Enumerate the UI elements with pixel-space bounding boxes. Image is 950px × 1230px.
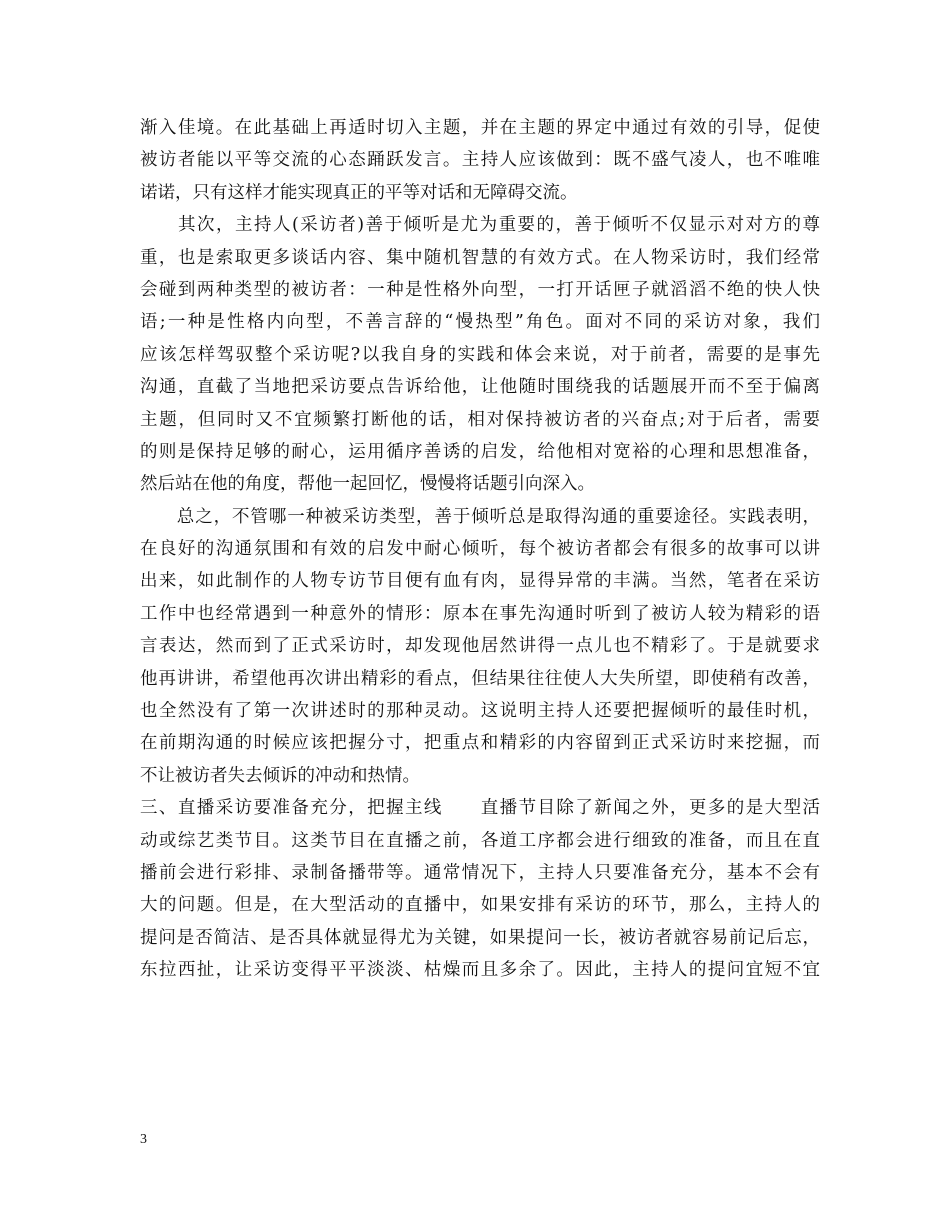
text-line: 其次，主持人(采访者)善于倾听是尤为重要的，善于倾听不仅显示对对方的尊	[140, 215, 820, 236]
text-line: 也全然没有了第一次讲述时的那种灵动。这说明主持人还要把握倾听的最佳时机，	[140, 701, 820, 722]
text-line: 主题，但同时又不宜频繁打断他的话，相对保持被访者的兴奋点;对于后者，需要	[140, 409, 820, 430]
body-text	[140, 112, 820, 987]
text-line: 播前会进行彩排、录制备播带等。通常情况下，主持人只要准备充分，基本不会有	[140, 862, 820, 883]
text-line: 工作中也经常遇到一种意外的情形：原本在事先沟通时听到了被访人较为精彩的语	[140, 603, 820, 624]
text-line: 动或综艺类节目。这类节目在直播之前，各道工序都会进行细致的准备，而且在直	[140, 830, 820, 851]
text-line: 语;一种是性格内向型，不善言辞的“慢热型”角色。面对不同的采访对象，我们	[140, 312, 820, 333]
page-number: 3	[140, 1132, 147, 1147]
text-line: 沟通，直截了当地把采访要点告诉给他，让他随时围绕我的话题展开而不至于偏离	[140, 377, 820, 398]
text-line: 出来，如此制作的人物专访节目便有血有肉，显得异常的丰满。当然，笔者在采访	[140, 571, 820, 592]
text-line: 在前期沟通的时候应该把握分寸，把重点和精彩的内容留到正式采访时来挖掘，而	[140, 733, 820, 754]
text-line: 提问是否简洁、是否具体就显得尤为关键，如果提问一长，被访者就容易前记后忘，	[140, 927, 820, 948]
text-line: 在良好的沟通氛围和有效的启发中耐心倾听，每个被访者都会有很多的故事可以讲	[140, 539, 820, 560]
text-line: 然后站在他的角度，帮他一起回忆，慢慢将话题引向深入。	[140, 474, 595, 495]
text-line: 总之，不管哪一种被采访类型，善于倾听总是取得沟通的重要途径。实践表明，	[140, 506, 820, 527]
text-line: 会碰到两种类型的被访者：一种是性格外向型，一打开话匣子就滔滔不绝的快人快	[140, 279, 820, 300]
text-line: 言表达，然而到了正式采访时，却发现他居然讲得一点儿也不精彩了。于是就要求	[140, 636, 820, 657]
text-line: 不让被访者失去倾诉的冲动和热情。	[140, 765, 420, 786]
text-line: 诺诺，只有这样才能实现真正的平等对话和无障碍交流。	[140, 182, 578, 203]
text-line: 被访者能以平等交流的心态踊跃发言。主持人应该做到：既不盛气凌人，也不唯唯	[140, 150, 820, 171]
text-line: 大的问题。但是，在大型活动的直播中，如果安排有采访的环节，那么，主持人的	[140, 895, 820, 916]
text-line: 他再讲讲，希望他再次讲出精彩的看点，但结果往往使人大失所望，即使稍有改善，	[140, 668, 820, 689]
section-heading-line: 三、直播采访要准备充分，把握主线 直播节目除了新闻之外，更多的是大型活	[140, 798, 820, 819]
text-line: 重，也是索取更多谈话内容、集中随机智慧的有效方式。在人物采访时，我们经常	[140, 247, 820, 268]
text-line: 应该怎样驾驭整个采访呢?以我自身的实践和体会来说，对于前者，需要的是事先	[140, 344, 820, 365]
text-line: 渐入佳境。在此基础上再适时切入主题，并在主题的界定中通过有效的引导，促使	[140, 118, 820, 138]
text-line: 东拉西扯，让采访变得平平淡淡、枯燥而且多余了。因此，主持人的提问宜短不宜	[140, 960, 820, 981]
text-line: 的则是保持足够的耐心，运用循序善诱的启发，给他相对宽裕的心理和思想准备，	[140, 441, 820, 462]
